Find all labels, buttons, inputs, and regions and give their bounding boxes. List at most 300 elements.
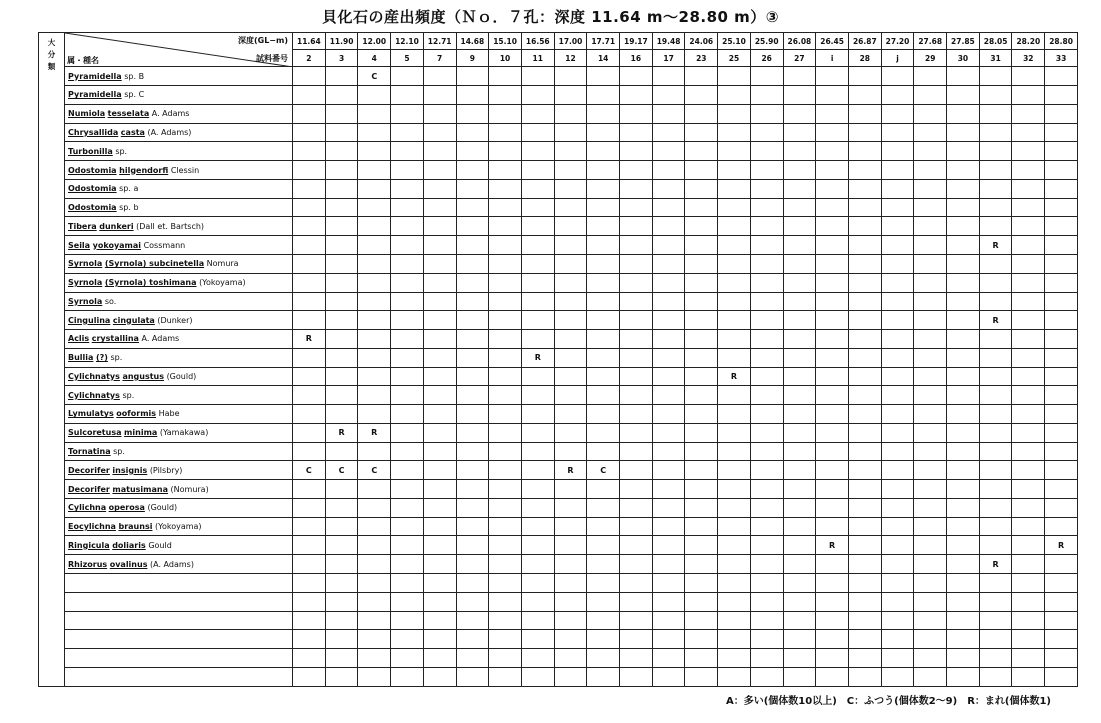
frequency-cell xyxy=(652,217,685,236)
species-name xyxy=(65,517,293,536)
frequency-cell xyxy=(718,405,751,424)
frequency-cell xyxy=(423,367,456,386)
table-row xyxy=(39,123,1078,142)
frequency-cell xyxy=(1012,236,1045,255)
frequency-cell xyxy=(979,573,1012,592)
frequency-cell xyxy=(391,367,424,386)
frequency-cell xyxy=(423,405,456,424)
frequency-cell xyxy=(652,498,685,517)
frequency-cell xyxy=(620,123,653,142)
frequency-cell xyxy=(358,573,391,592)
frequency-cell xyxy=(521,273,554,292)
table-row xyxy=(39,498,1078,517)
frequency-cell xyxy=(620,405,653,424)
frequency-cell xyxy=(1045,405,1078,424)
frequency-cell xyxy=(456,592,489,611)
genus-name: Turbonilla xyxy=(68,146,113,156)
depth-cell: 27.20 xyxy=(881,33,914,50)
genus-name: Bullia xyxy=(68,353,94,363)
frequency-cell xyxy=(750,498,783,517)
frequency-cell xyxy=(423,423,456,442)
frequency-cell xyxy=(1012,123,1045,142)
frequency-cell xyxy=(456,611,489,630)
frequency-cell xyxy=(489,142,522,161)
frequency-cell: R xyxy=(325,423,358,442)
depth-cell: 12.10 xyxy=(391,33,424,50)
frequency-cell xyxy=(1012,292,1045,311)
frequency-cell xyxy=(816,311,849,330)
species-author: A. Adams xyxy=(141,334,180,344)
frequency-cell xyxy=(1012,442,1045,461)
frequency-cell xyxy=(881,311,914,330)
frequency-cell xyxy=(1045,423,1078,442)
frequency-cell xyxy=(718,461,751,480)
frequency-cell xyxy=(848,86,881,105)
frequency-cell xyxy=(685,254,718,273)
frequency-cell xyxy=(423,592,456,611)
frequency-cell xyxy=(914,273,947,292)
frequency-cell xyxy=(293,179,326,198)
frequency-cell xyxy=(881,386,914,405)
frequency-cell: R xyxy=(979,311,1012,330)
frequency-cell xyxy=(750,311,783,330)
frequency-cell xyxy=(1012,555,1045,574)
frequency-cell xyxy=(881,405,914,424)
frequency-cell xyxy=(816,423,849,442)
frequency-cell xyxy=(489,536,522,555)
frequency-cell xyxy=(685,161,718,180)
frequency-cell xyxy=(783,330,816,349)
frequency-cell xyxy=(587,442,620,461)
frequency-cell xyxy=(848,480,881,499)
frequency-cell xyxy=(358,367,391,386)
sample-cell: 7 xyxy=(423,50,456,67)
frequency-cell xyxy=(848,517,881,536)
species-epithet: hilgendorfi xyxy=(119,165,169,175)
frequency-cell xyxy=(816,517,849,536)
frequency-cell xyxy=(423,630,456,649)
frequency-cell xyxy=(816,442,849,461)
sample-cell: 11 xyxy=(521,50,554,67)
frequency-cell xyxy=(914,442,947,461)
frequency-cell xyxy=(1045,86,1078,105)
frequency-cell xyxy=(783,123,816,142)
frequency-cell xyxy=(718,423,751,442)
frequency-cell xyxy=(914,367,947,386)
frequency-cell xyxy=(947,461,980,480)
genus-name: Odostomia xyxy=(68,184,117,194)
frequency-cell xyxy=(979,461,1012,480)
frequency-cell xyxy=(456,480,489,499)
frequency-cell xyxy=(489,649,522,668)
frequency-cell xyxy=(783,236,816,255)
frequency-cell xyxy=(489,311,522,330)
frequency-cell xyxy=(718,592,751,611)
frequency-cell xyxy=(652,311,685,330)
table-row xyxy=(39,273,1078,292)
frequency-cell xyxy=(554,573,587,592)
frequency-cell xyxy=(1012,104,1045,123)
frequency-cell xyxy=(521,104,554,123)
frequency-cell xyxy=(1012,311,1045,330)
frequency-cell xyxy=(979,667,1012,686)
frequency-cell xyxy=(947,480,980,499)
sample-cell: 3 xyxy=(325,50,358,67)
frequency-cell xyxy=(358,498,391,517)
frequency-cell xyxy=(750,573,783,592)
frequency-cell xyxy=(652,667,685,686)
table-row xyxy=(39,461,1078,480)
frequency-cell xyxy=(848,367,881,386)
genus-name: Seila xyxy=(68,240,91,250)
frequency-cell xyxy=(423,517,456,536)
frequency-cell xyxy=(554,405,587,424)
frequency-cell xyxy=(881,667,914,686)
empty-row xyxy=(39,573,1078,592)
frequency-cell xyxy=(652,254,685,273)
species-author: (Gould) xyxy=(166,371,197,381)
frequency-cell xyxy=(816,405,849,424)
frequency-cell xyxy=(652,142,685,161)
frequency-cell xyxy=(358,198,391,217)
frequency-cell: C xyxy=(587,461,620,480)
frequency-cell xyxy=(652,198,685,217)
frequency-cell xyxy=(685,292,718,311)
frequency-cell xyxy=(325,198,358,217)
frequency-cell xyxy=(652,592,685,611)
frequency-cell xyxy=(816,254,849,273)
frequency-cell xyxy=(423,461,456,480)
frequency-cell xyxy=(325,573,358,592)
frequency-cell xyxy=(391,311,424,330)
frequency-cell xyxy=(816,198,849,217)
frequency-cell xyxy=(620,480,653,499)
frequency-cell xyxy=(358,536,391,555)
sample-cell: 10 xyxy=(489,50,522,67)
depth-cell: 25.90 xyxy=(750,33,783,50)
frequency-cell xyxy=(816,217,849,236)
frequency-cell xyxy=(881,630,914,649)
frequency-cell xyxy=(914,667,947,686)
frequency-cell xyxy=(358,480,391,499)
frequency-cell xyxy=(914,123,947,142)
species-epithet: casta xyxy=(120,127,145,137)
frequency-cell xyxy=(685,630,718,649)
frequency-cell xyxy=(881,179,914,198)
table-row xyxy=(39,555,1078,574)
frequency-cell xyxy=(489,273,522,292)
frequency-cell xyxy=(1045,161,1078,180)
frequency-cell xyxy=(391,592,424,611)
frequency-cell: R xyxy=(816,536,849,555)
frequency-cell xyxy=(423,273,456,292)
frequency-cell xyxy=(293,236,326,255)
frequency-cell xyxy=(293,161,326,180)
frequency-cell xyxy=(1012,161,1045,180)
frequency-cell xyxy=(587,480,620,499)
frequency-cell xyxy=(554,667,587,686)
frequency-cell xyxy=(456,198,489,217)
frequency-cell xyxy=(914,498,947,517)
frequency-cell xyxy=(620,498,653,517)
frequency-cell xyxy=(456,292,489,311)
species-name xyxy=(65,649,293,668)
species-epithet: insignis xyxy=(112,465,148,475)
frequency-cell xyxy=(947,236,980,255)
frequency-cell xyxy=(652,161,685,180)
frequency-cell xyxy=(293,311,326,330)
species-name xyxy=(65,592,293,611)
frequency-cell xyxy=(848,217,881,236)
frequency-cell xyxy=(325,330,358,349)
frequency-cell xyxy=(652,123,685,142)
frequency-cell xyxy=(325,592,358,611)
frequency-cell xyxy=(358,142,391,161)
frequency-cell xyxy=(554,123,587,142)
empty-row xyxy=(39,592,1078,611)
frequency-cell xyxy=(554,592,587,611)
frequency-cell xyxy=(718,198,751,217)
frequency-cell xyxy=(521,86,554,105)
frequency-cell xyxy=(914,348,947,367)
depth-cell: 19.48 xyxy=(652,33,685,50)
empty-row xyxy=(39,649,1078,668)
frequency-cell xyxy=(391,536,424,555)
frequency-cell xyxy=(358,348,391,367)
frequency-cell xyxy=(816,498,849,517)
frequency-cell xyxy=(750,405,783,424)
empty-row xyxy=(39,667,1078,686)
frequency-cell xyxy=(1012,367,1045,386)
frequency-cell xyxy=(947,311,980,330)
sample-cell: 4 xyxy=(358,50,391,67)
frequency-cell xyxy=(620,573,653,592)
frequency-cell xyxy=(325,217,358,236)
frequency-cell xyxy=(620,273,653,292)
frequency-cell: C xyxy=(325,461,358,480)
frequency-cell xyxy=(423,104,456,123)
frequency-cell xyxy=(914,161,947,180)
frequency-cell xyxy=(947,367,980,386)
species-author: sp. xyxy=(113,447,125,456)
frequency-cell xyxy=(1045,442,1078,461)
frequency-cell xyxy=(489,254,522,273)
frequency-cell xyxy=(620,461,653,480)
species-epithet: tesselata xyxy=(107,109,150,119)
frequency-cell xyxy=(1045,555,1078,574)
frequency-cell xyxy=(521,592,554,611)
frequency-cell xyxy=(489,86,522,105)
frequency-cell xyxy=(293,348,326,367)
frequency-cell xyxy=(1012,405,1045,424)
genus-name: Cingulina xyxy=(68,315,111,325)
frequency-cell xyxy=(456,254,489,273)
species-epithet: cingulata xyxy=(112,315,155,325)
species-author: so. xyxy=(104,296,117,306)
frequency-cell xyxy=(489,611,522,630)
frequency-cell xyxy=(293,555,326,574)
frequency-cell xyxy=(947,386,980,405)
frequency-cell xyxy=(456,649,489,668)
frequency-cell: R xyxy=(554,461,587,480)
frequency-cell xyxy=(587,573,620,592)
frequency-cell xyxy=(554,649,587,668)
frequency-cell xyxy=(423,555,456,574)
table-row xyxy=(39,198,1078,217)
species-name xyxy=(65,386,293,405)
frequency-cell xyxy=(325,142,358,161)
frequency-cell xyxy=(783,179,816,198)
genus-name: Rhizorus xyxy=(68,559,108,569)
frequency-cell xyxy=(848,667,881,686)
frequency-cell xyxy=(718,480,751,499)
frequency-cell xyxy=(423,330,456,349)
frequency-cell xyxy=(1045,517,1078,536)
species-author: sp. xyxy=(110,353,123,363)
frequency-cell xyxy=(489,461,522,480)
frequency-cell xyxy=(521,536,554,555)
species-name xyxy=(65,423,293,442)
frequency-cell xyxy=(914,536,947,555)
frequency-cell xyxy=(489,67,522,86)
frequency-cell xyxy=(881,536,914,555)
frequency-cell xyxy=(947,517,980,536)
frequency-cell xyxy=(587,123,620,142)
frequency-cell xyxy=(750,142,783,161)
frequency-cell xyxy=(1012,592,1045,611)
frequency-cell xyxy=(947,423,980,442)
frequency-cell xyxy=(587,592,620,611)
frequency-cell xyxy=(423,179,456,198)
frequency-cell xyxy=(979,217,1012,236)
frequency-cell xyxy=(293,480,326,499)
frequency-cell xyxy=(521,423,554,442)
table-row xyxy=(39,161,1078,180)
frequency-cell xyxy=(718,611,751,630)
frequency-cell xyxy=(685,423,718,442)
frequency-cell xyxy=(848,592,881,611)
frequency-cell xyxy=(423,292,456,311)
frequency-cell xyxy=(423,386,456,405)
frequency-cell xyxy=(521,198,554,217)
frequency-cell xyxy=(620,236,653,255)
frequency-cell xyxy=(685,461,718,480)
frequency-cell xyxy=(521,405,554,424)
frequency-cell xyxy=(358,217,391,236)
genus-name: Decorifer xyxy=(68,465,110,475)
frequency-cell xyxy=(1045,311,1078,330)
table-row xyxy=(39,442,1078,461)
frequency-cell xyxy=(750,198,783,217)
frequency-cell xyxy=(391,517,424,536)
frequency-cell xyxy=(587,386,620,405)
frequency-cell xyxy=(521,386,554,405)
frequency-cell xyxy=(587,292,620,311)
frequency-cell xyxy=(521,667,554,686)
frequency-cell xyxy=(456,386,489,405)
frequency-cell xyxy=(685,236,718,255)
frequency-cell xyxy=(750,367,783,386)
frequency-cell xyxy=(652,292,685,311)
frequency-cell xyxy=(816,461,849,480)
species-epithet: (Syrnola) toshimana xyxy=(104,278,197,288)
frequency-cell xyxy=(1012,67,1045,86)
species-author: Gould xyxy=(148,540,172,550)
frequency-cell xyxy=(848,442,881,461)
depth-cell: 28.80 xyxy=(1045,33,1078,50)
frequency-cell xyxy=(293,254,326,273)
frequency-cell xyxy=(750,536,783,555)
frequency-cell xyxy=(914,480,947,499)
frequency-cell xyxy=(750,461,783,480)
species-author: (Dall et. Bartsch) xyxy=(136,221,205,231)
frequency-cell xyxy=(423,123,456,142)
frequency-cell xyxy=(979,348,1012,367)
frequency-cell xyxy=(521,236,554,255)
frequency-cell xyxy=(881,498,914,517)
frequency-cell xyxy=(325,367,358,386)
frequency-cell xyxy=(391,123,424,142)
frequency-cell xyxy=(391,405,424,424)
frequency-cell xyxy=(979,104,1012,123)
table-row xyxy=(39,236,1078,255)
frequency-cell xyxy=(489,573,522,592)
frequency-cell xyxy=(587,367,620,386)
frequency-cell xyxy=(293,273,326,292)
depth-cell: 11.90 xyxy=(325,33,358,50)
frequency-cell xyxy=(848,348,881,367)
species-epithet: (?) xyxy=(95,353,108,363)
frequency-cell xyxy=(391,161,424,180)
table-row xyxy=(39,480,1078,499)
depth-cell: 28.05 xyxy=(979,33,1012,50)
frequency-cell xyxy=(1012,386,1045,405)
frequency-cell xyxy=(620,217,653,236)
genus-name: Odostomia xyxy=(68,203,117,213)
species-author: (Yokoyama) xyxy=(155,522,202,532)
frequency-cell xyxy=(554,555,587,574)
depth-cell: 17.71 xyxy=(587,33,620,50)
sample-cell: 28 xyxy=(848,50,881,67)
frequency-cell xyxy=(685,667,718,686)
frequency-cell xyxy=(914,86,947,105)
frequency-cell xyxy=(391,217,424,236)
species-name xyxy=(65,330,293,349)
frequency-cell xyxy=(1012,536,1045,555)
species-name xyxy=(65,442,293,461)
frequency-cell xyxy=(816,86,849,105)
frequency-cell xyxy=(587,517,620,536)
frequency-cell xyxy=(881,161,914,180)
frequency-cell xyxy=(587,67,620,86)
frequency-cell xyxy=(718,348,751,367)
frequency-cell xyxy=(620,161,653,180)
frequency-cell xyxy=(1045,179,1078,198)
frequency-cell xyxy=(325,498,358,517)
frequency-cell xyxy=(881,330,914,349)
frequency-cell xyxy=(456,498,489,517)
table-row xyxy=(39,254,1078,273)
frequency-cell xyxy=(979,198,1012,217)
frequency-cell xyxy=(1045,104,1078,123)
frequency-cell xyxy=(783,198,816,217)
frequency-cell xyxy=(718,386,751,405)
frequency-cell xyxy=(489,423,522,442)
species-epithet: (Syrnola) subcinetella xyxy=(104,259,205,269)
frequency-cell xyxy=(718,517,751,536)
frequency-cell xyxy=(685,611,718,630)
table-row xyxy=(39,367,1078,386)
